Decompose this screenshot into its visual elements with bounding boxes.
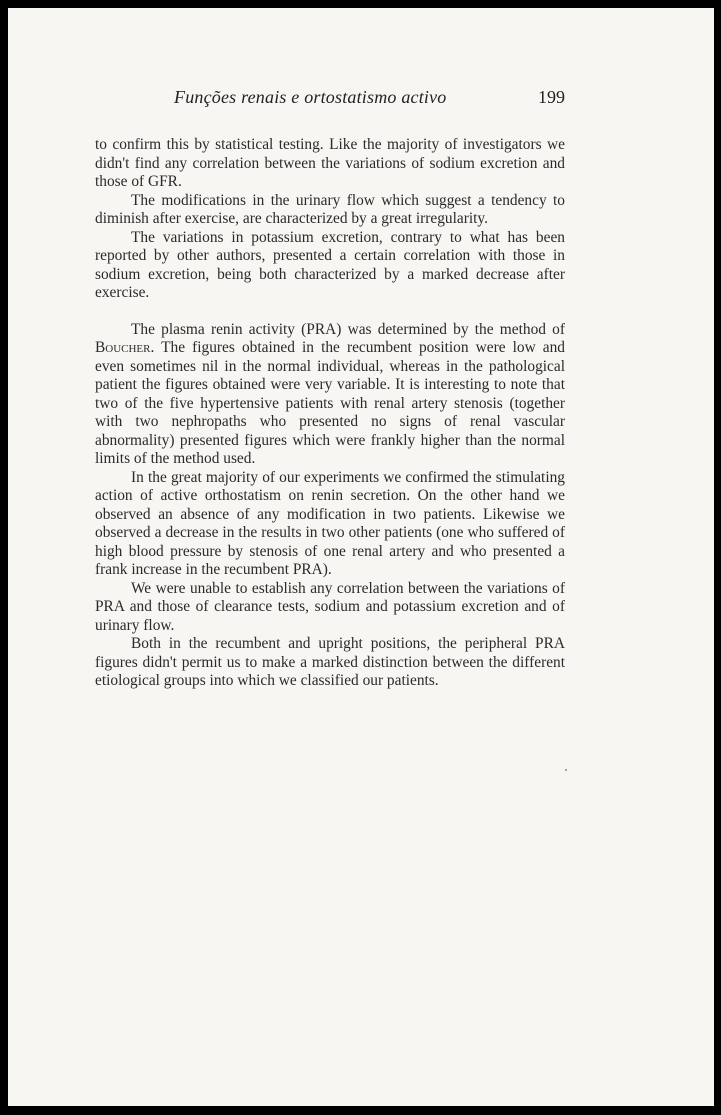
author-name: Boucher (95, 339, 151, 356)
paragraph-1: to confirm this by statistical testing. Like the majority of investigators we didn't find any correlation between the variations of sodium excretion and those of GFR. (95, 136, 565, 190)
paragraph-4-end: . The figures obtained in the recumbent position were low and even sometimes nil in the normal individual, whereas in the pathological patient the figures obtained were very variable. It is interesting to note that two of the five hypertensive patients with renal artery stenosis (together with two nephropaths who presented no signs of renal vascular abnormality) presented figures which were frankly higher than the normal limits of the method used. (95, 339, 565, 467)
paragraph-3: The variations in potassium excretion, contrary to what has been reported by other authors, presented a certain correlation with those in sodium excretion, being both characterized by a marked decrease after exercise. (95, 228, 565, 301)
paragraph-5: In the great majority of our experiments we confirmed the stimulating action of active orthostatism on renin secretion. On the other hand we observed an absence of any modification in two patients. Likewise we observed a decrease in the results in two other patients (one who suffered of high blood pressure by stenosis of one renal artery and who presented a frank increase in the recumbent PRA). (95, 468, 565, 578)
paragraph-4 (95, 321, 565, 469)
paragraph-2: The modifications in the urinary flow which suggest a tendency to diminish after exercise, are characterized by a great irregularity. (95, 191, 565, 227)
paragraph-7: Both in the recumbent and upright positions, the peripheral PRA figures didn't permit us to make a marked distinction between the different etiological groups into which we classified our patients. (95, 635, 565, 689)
page-header (8, 87, 714, 117)
running-title: Funções renais e ortostatismo activo (174, 87, 447, 107)
paragraph-6: We were unable to establish any correlation between the variations of PRA and those of clearance tests, sodium and potassium excretion and of urinary flow. (95, 579, 565, 634)
print-speck (565, 769, 567, 771)
page-number: 199 (538, 87, 565, 107)
document-page (8, 8, 714, 1106)
body-text (95, 136, 565, 691)
paragraph-4-start: The plasma renin activity (PRA) was determined by the method of (131, 320, 565, 338)
